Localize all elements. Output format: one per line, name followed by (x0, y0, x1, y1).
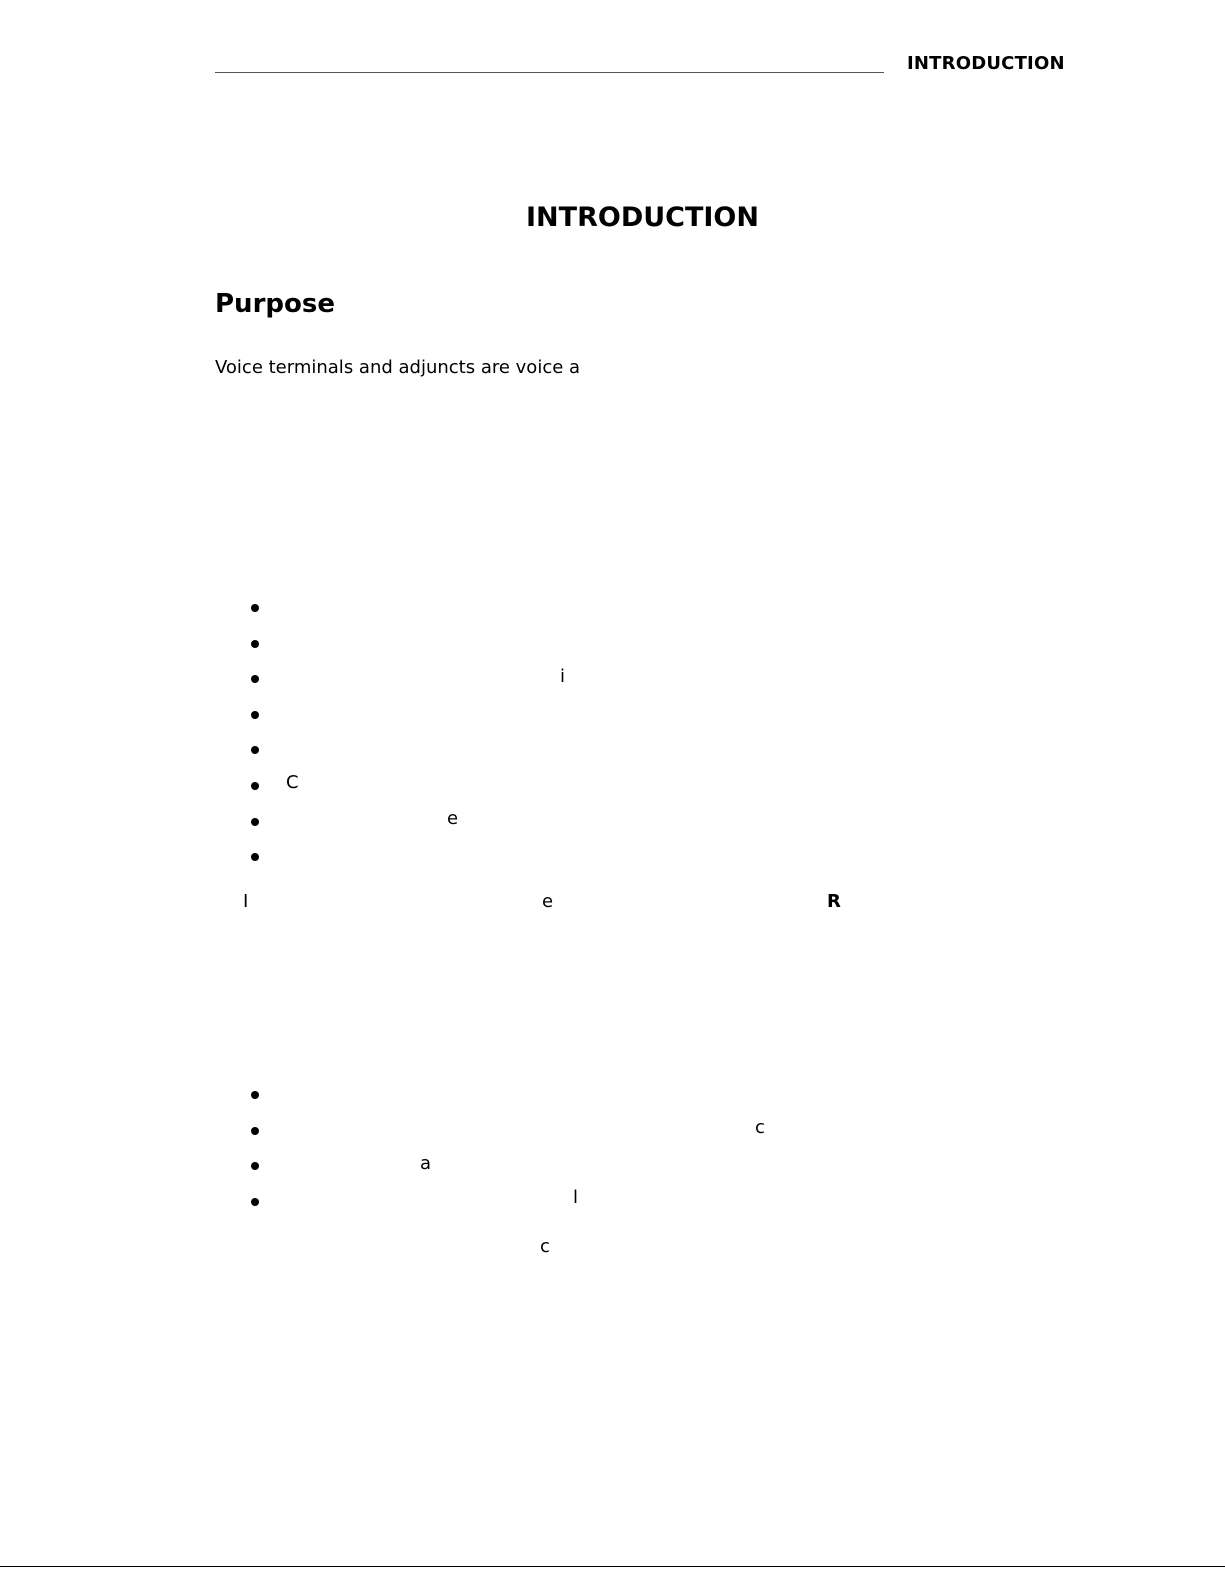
page-title: INTRODUCTION (526, 202, 759, 233)
paragraph-fragment: I (243, 891, 249, 912)
list-item-text: i (560, 666, 566, 687)
bullet-marker (251, 853, 259, 861)
bullet-marker (251, 675, 259, 683)
paragraph-three-fragment: c (540, 1236, 550, 1257)
list-item-text: c (755, 1117, 765, 1138)
list-item-text: a (420, 1153, 432, 1174)
paragraph-fragment: e (542, 891, 554, 912)
header-rule (215, 72, 884, 73)
bullet-marker (251, 1127, 259, 1135)
bullet-marker (251, 711, 259, 719)
bullet-marker (251, 1198, 259, 1206)
section-heading-purpose: Purpose (215, 289, 335, 319)
purpose-first-line: Voice terminals and adjuncts are voice a (215, 357, 581, 378)
bullet-marker (251, 1091, 259, 1099)
bullet-marker (251, 746, 259, 754)
bullet-marker (251, 818, 259, 826)
list-item-text: C (286, 772, 299, 793)
bullet-marker (251, 782, 259, 790)
list-item-text: l (573, 1187, 579, 1208)
bullet-marker (251, 604, 259, 612)
footer-rule (0, 1566, 1225, 1567)
paragraph-fragment-bold: R (827, 891, 841, 912)
bullet-marker (251, 640, 259, 648)
list-item-text: e (447, 808, 459, 829)
bullet-marker (251, 1162, 259, 1170)
running-header-title: INTRODUCTION (907, 53, 1065, 74)
